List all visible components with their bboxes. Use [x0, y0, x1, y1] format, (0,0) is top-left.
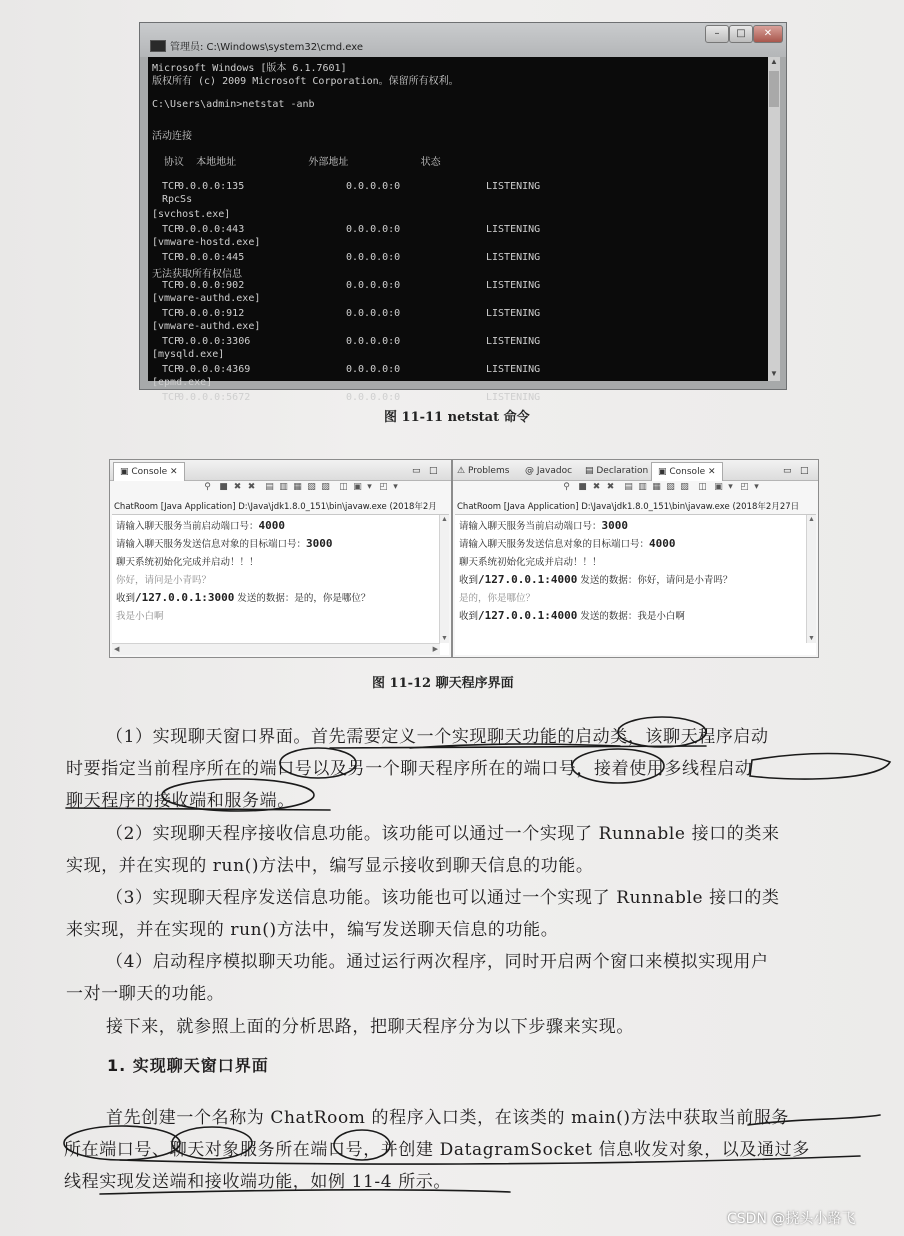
view-tab-bar [110, 460, 451, 481]
console-toolbar [202, 482, 442, 498]
section-heading: 1. 实现聊天窗口界面 [107, 1056, 269, 1075]
cmd-title-bar[interactable] [140, 23, 786, 57]
chevron-down-icon[interactable]: ▾ [367, 482, 372, 492]
vertical-scrollbar[interactable] [439, 515, 449, 643]
console-line: 请输入聊天服务发送信息对象的目标端口号：4000 [459, 537, 676, 550]
console-line: 聊天系统初始化完成并启动！！！ [459, 557, 602, 568]
show-on-output-icon[interactable]: ▧ [307, 482, 316, 492]
cmd-output[interactable] [148, 57, 768, 403]
open-console-icon[interactable]: ◰ [379, 482, 388, 492]
cmd-app-icon [150, 40, 166, 52]
remove-launch-icon[interactable]: ✖ [233, 482, 242, 492]
tab-console[interactable]: ▣ Console ✕ [651, 462, 723, 481]
scroll-up-icon[interactable]: ▲ [441, 516, 448, 523]
declaration-icon: ▤ [585, 466, 597, 476]
paragraph-1-line-1: （1）实现聊天窗口界面。首先需要定义一个实现聊天功能的启动类，该聊天程序启动 [106, 727, 769, 747]
maximize-view-icon[interactable]: □ [429, 466, 438, 476]
scroll-down-icon[interactable]: ▼ [441, 635, 448, 642]
console-line: 请输入聊天服务当前启动端口号：3000 [459, 519, 629, 532]
console-line: 你好，请问是小青吗？ [116, 575, 212, 586]
tab-console[interactable]: ▣ Console ✕ [113, 462, 185, 481]
console-line: 请输入聊天服务发送信息对象的目标端口号：3000 [116, 537, 333, 550]
netstat-state: LISTENING [486, 336, 541, 347]
netstat-foreign: 0.0.0.0:0 [346, 392, 401, 403]
netstat-foreign: 0.0.0.0:0 [346, 336, 401, 347]
remove-all-icon[interactable]: ✖ [247, 482, 256, 492]
word-wrap-icon[interactable]: ▦ [293, 482, 302, 492]
netstat-local: 0.0.0.0:445 [178, 252, 245, 263]
paragraph-4-line-2: 一对一聊天的功能。 [66, 984, 225, 1004]
console-line: 收到/127.0.0.1:3000 发送的数据：是的，你是哪位？ [116, 591, 371, 604]
netstat-state: LISTENING [486, 181, 541, 192]
minimize-view-icon[interactable]: ▭ [783, 466, 792, 476]
show-on-output-icon[interactable]: ▧ [666, 482, 675, 492]
display-console-icon[interactable]: ▣ [353, 482, 362, 492]
view-tab-bar [453, 460, 818, 481]
console-line: 是的，你是哪位？ [459, 593, 536, 604]
console-view-left [109, 459, 452, 658]
figure-caption-11-11: 图 11-11 netstat 命令 [384, 410, 530, 425]
console-line: 聊天系统初始化完成并启动！！！ [116, 557, 259, 568]
netstat-local: 0.0.0.0:135 [178, 181, 245, 192]
scroll-up-icon[interactable]: ▲ [808, 516, 815, 523]
launch-path: ChatRoom [Java Application] D:\Java\jdk1.8.0_151\bin\javaw.exe (2018年2月27日 [457, 502, 800, 512]
console-toolbar [561, 482, 811, 498]
cmd-window [139, 22, 787, 403]
close-button[interactable]: ✕ [753, 25, 783, 43]
netstat-local: 0.0.0.0:4369 [178, 364, 251, 375]
pin-console-icon[interactable]: ◫ [339, 482, 348, 492]
netstat-foreign: 0.0.0.0:0 [346, 252, 401, 263]
scroll-down-icon[interactable]: ▼ [808, 635, 815, 642]
console-line: 收到/127.0.0.1:4000 发送的数据：我是小白啊 [459, 609, 685, 622]
minimize-button[interactable]: – [705, 25, 729, 43]
scroll-left-icon[interactable]: ◀ [114, 646, 120, 653]
netstat-process: [vmware-authd.exe] [152, 321, 261, 332]
netstat-foreign: 0.0.0.0:0 [346, 280, 401, 291]
netstat-local: 0.0.0.0:3306 [178, 336, 251, 347]
scroll-thumb[interactable] [769, 71, 779, 107]
ink-circle [750, 754, 890, 780]
paragraph-5: 接下来，就参照上面的分析思路，把聊天程序分为以下步骤来实现。 [106, 1017, 634, 1037]
console-line: 请输入聊天服务当前启动端口号：4000 [116, 519, 286, 532]
clear-console-icon[interactable]: ▤ [265, 482, 274, 492]
paragraph-3-line-2: 来实现，并在实现的 run()方法中，编写发送聊天信息的功能。 [66, 920, 559, 940]
netstat-local: 0.0.0.0:902 [178, 280, 245, 291]
console-line: 我是小白啊 [116, 611, 164, 622]
netstat-process: [svchost.exe] [152, 209, 231, 220]
netstat-foreign: 0.0.0.0:0 [346, 224, 401, 235]
chevron-down-icon[interactable]: ▾ [393, 482, 398, 492]
netstat-process: [vmware-hostd.exe] [152, 237, 261, 248]
netstat-local: 0.0.0.0:5672 [178, 392, 251, 403]
cmd-table-header: 协议 本地地址 外部地址 状态 [152, 157, 441, 168]
problems-icon: ⚠ [457, 466, 468, 476]
console-icon: ▣ [120, 467, 132, 477]
paragraph-2-line-2: 实现，并在实现的 run()方法中，编写显示接收到聊天信息的功能。 [66, 856, 594, 876]
netstat-proto: TCP [162, 336, 181, 347]
console-output[interactable] [455, 514, 816, 655]
tab-declaration[interactable]: ▤ Declaration [585, 466, 649, 476]
netstat-state: LISTENING [486, 280, 541, 291]
watermark: CSDN @挠头小路飞 [727, 1211, 856, 1227]
netstat-proto: TCP [162, 181, 181, 192]
vertical-scrollbar[interactable] [806, 515, 816, 643]
terminate-icon[interactable]: ■ [578, 482, 587, 492]
pin-icon[interactable]: ⚲ [563, 482, 570, 492]
scroll-lock-icon[interactable]: ▥ [638, 482, 647, 492]
paragraph-1-line-2: 时要指定当前程序所在的端口号以及另一个聊天程序所在的端口号，接着使用多线程启动 [66, 759, 753, 779]
horizontal-scrollbar[interactable] [112, 643, 440, 655]
netstat-proto: TCP [162, 280, 181, 291]
cmd-line: 版权所有 (c) 2009 Microsoft Corporation。保留所有权利。 [152, 76, 459, 87]
netstat-proto: TCP [162, 252, 181, 263]
console-view-right [452, 459, 819, 658]
cmd-scrollbar[interactable] [768, 57, 780, 381]
netstat-proto: TCP [162, 392, 181, 403]
word-wrap-icon[interactable]: ▦ [652, 482, 661, 492]
netstat-proto: TCP [162, 224, 181, 235]
console-line: 收到/127.0.0.1:4000 发送的数据：你好，请问是小青吗？ [459, 573, 733, 586]
netstat-process: 无法获取所有权信息 [152, 269, 242, 280]
netstat-state: LISTENING [486, 392, 541, 403]
remove-all-icon[interactable]: ✖ [606, 482, 615, 492]
scroll-up-icon[interactable]: ▲ [770, 57, 778, 66]
paragraph-2-line-1: （2）实现聊天程序接收信息功能。该功能可以通过一个实现了 Runnable 接口的类来 [106, 824, 780, 844]
clear-console-icon[interactable]: ▤ [624, 482, 633, 492]
netstat-process: [epmd.exe] [152, 377, 213, 388]
netstat-foreign: 0.0.0.0:0 [346, 364, 401, 375]
show-on-error-icon[interactable]: ▨ [680, 482, 689, 492]
chevron-down-icon[interactable]: ▾ [754, 482, 759, 492]
figure-caption-11-12: 图 11-12 聊天程序界面 [372, 676, 514, 691]
launch-path: ChatRoom [Java Application] D:\Java\jdk1.8.0_151\bin\javaw.exe (2018年2月 [114, 502, 437, 512]
cmd-prompt: C:\Users\admin>netstat -anb [152, 99, 315, 110]
console-output[interactable] [112, 514, 449, 655]
show-on-error-icon[interactable]: ▨ [321, 482, 330, 492]
open-console-icon[interactable]: ◰ [740, 482, 749, 492]
netstat-process: [vmware-authd.exe] [152, 293, 261, 304]
cmd-title: 管理员: C:\Windows\system32\cmd.exe [170, 42, 364, 53]
scroll-lock-icon[interactable]: ▥ [279, 482, 288, 492]
cmd-line: Microsoft Windows [版本 6.1.7601] [152, 63, 347, 74]
console-icon: ▣ [658, 467, 670, 477]
netstat-foreign: 0.0.0.0:0 [346, 181, 401, 192]
paragraph-3-line-1: （3）实现聊天程序发送信息功能。该功能也可以通过一个实现了 Runnable 接口的类 [106, 888, 780, 908]
final-paragraph-line-1: 首先创建一个名称为 ChatRoom 的程序入口类，在该类的 main()方法中获取当前服务 [106, 1108, 790, 1128]
maximize-view-icon[interactable]: □ [800, 466, 809, 476]
netstat-process: [mysqld.exe] [152, 349, 225, 360]
netstat-local: 0.0.0.0:443 [178, 224, 245, 235]
netstat-state: LISTENING [486, 308, 541, 319]
terminate-icon[interactable]: ■ [219, 482, 228, 492]
display-console-icon[interactable]: ▣ [714, 482, 723, 492]
scroll-right-icon[interactable]: ▶ [432, 646, 438, 653]
final-paragraph-line-2: 所在端口号、聊天对象服务所在端口号，并创建 DatagramSocket 信息收发对象，以及通过多 [64, 1140, 810, 1160]
cmd-line: 活动连接 [152, 131, 192, 142]
netstat-local: 0.0.0.0:912 [178, 308, 245, 319]
paragraph-1-line-3: 聊天程序的接收端和服务端。 [66, 791, 295, 811]
netstat-state: LISTENING [486, 252, 541, 263]
netstat-proto: TCP [162, 308, 181, 319]
maximize-button[interactable]: □ [729, 25, 753, 43]
minimize-view-icon[interactable]: ▭ [412, 466, 421, 476]
netstat-proto: TCP [162, 364, 181, 375]
paragraph-4-line-1: （4）启动程序模拟聊天功能。通过运行两次程序，同时开启两个窗口来模拟实现用户 [106, 952, 769, 972]
remove-launch-icon[interactable]: ✖ [592, 482, 601, 492]
tab-javadoc[interactable]: @ Javadoc [525, 466, 573, 476]
netstat-state: LISTENING [486, 224, 541, 235]
pin-console-icon[interactable]: ◫ [698, 482, 707, 492]
final-paragraph-line-3: 线程实现发送端和接收端功能，如例 11-4 所示。 [64, 1172, 451, 1192]
netstat-foreign: 0.0.0.0:0 [346, 308, 401, 319]
pin-icon[interactable]: ⚲ [204, 482, 211, 492]
scroll-down-icon[interactable]: ▼ [770, 369, 778, 378]
netstat-process: RpcSs [162, 194, 193, 205]
chevron-down-icon[interactable]: ▾ [728, 482, 733, 492]
netstat-state: LISTENING [486, 364, 541, 375]
tab-problems[interactable]: ⚠ Problems [457, 466, 510, 476]
